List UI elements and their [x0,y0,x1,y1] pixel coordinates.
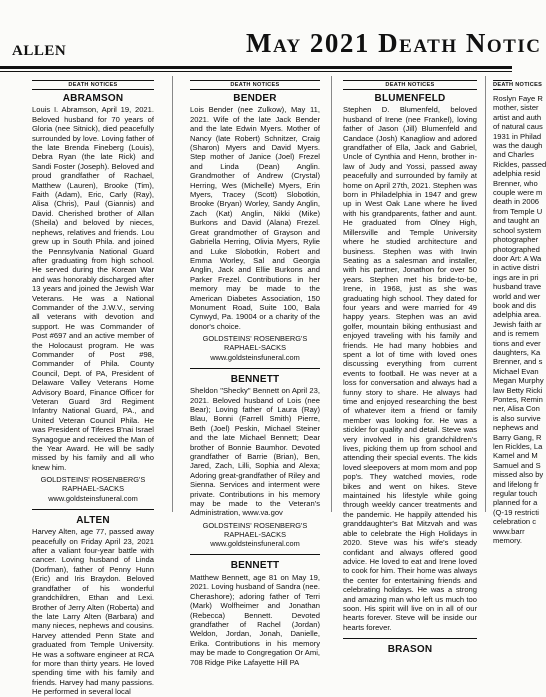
obituary-name: BRASON [387,644,433,656]
obituary-text-line: Megan Murphy [493,376,544,386]
obituary-text-line: missed also by [493,470,544,480]
obituary-text-line: school system [493,225,542,235]
divider [190,554,320,555]
column-rule [331,76,332,512]
obituary-name: ABRAMSON [62,93,124,104]
obituary-text-line: couple were m [493,188,543,198]
obituary-text-line: adelphia resid [493,169,541,179]
divider [190,368,320,369]
obituary-text-line: from Temple U [493,206,543,216]
obituary-text-line: www.barr [493,526,525,536]
obituary-text: Louis I. Abramson, April 19, 2021. Beloved husband for 70 years of Gloria (nee Sitnick), died peacefully surrounded by love. Loving father of the late Brenda Fineberg (Louis), Debra Ryan (the late Rick) and Sandi Foster (Joseph). Beloved and proud grandfather of Rachael, Matthew (Lauren), Brooke (Tim), Faith (Adam), Eric, Carly (Ray), Alisa (Chris), Paul (Giannis) and David. Cherished brother of Allan (Sheila) and beloved by nieces, nephews, relatives and friends. Lou grew up in South Phila. and joined the Pennsylvania National Guard after graduating from high school. He served during the Korean War and was honorably discharged after 13 years and joined the Jewish War Veterans. He was a National Commander of the J.W.V., serving all veterans with devotion and support. He was Commander of Post #697 and an active member of the Holocaust program. He was Commander of Post #98, Commander of Phila. County Council, Dept. of PA, President of Delaware Valley Veterans Home Advisory Board, Finance Officer for Veteran Guard 3rd Regiment Infantry National Guard, PA., and United Veteran Council Phila. He was President of Tiferes B'nai Israel Synagogue and received the Man of the Year Award. He will be sadly missed by his family and all who knew him. [32,105,155,472]
obituary-text-line: photographer [493,235,539,245]
column-rule [172,76,173,512]
divider [32,509,154,510]
top-rule [0,66,512,69]
obituary-text-line: photographed [493,244,540,254]
funeral-home-name: RAPHAEL-SACKS [223,530,287,540]
funeral-home-name: GOLDSTEINS' ROSENBERG'S [202,520,308,530]
obituary-text-line: ings are in pri [493,272,539,282]
obituary-text-line: Pontes, Remin [493,395,543,404]
column-4 [493,94,546,546]
obituary-text-line: len Rickles, La [493,442,543,452]
funeral-home [190,521,320,549]
funeral-home-url: www.goldsteinsfuneral.com [210,539,300,549]
funeral-home-name: RAPHAEL-SACKS [61,484,125,494]
obituary-text-line: Jewish faith ar [493,319,542,329]
obituary-text-line: nephews and [493,423,539,433]
column-1 [32,93,155,697]
funeral-home-name: RAPHAEL-SACKS [223,343,287,353]
obituary-text-line: death in 2006 [493,197,540,207]
obituary-name: BENNETT [230,373,280,385]
section-header: DEATH NOTICES [493,82,543,88]
column-3 [343,93,477,656]
funeral-home-name: GOLDSTEINS' ROSENBERG'S [40,475,146,485]
page-title: May 2021 Death Notic [246,28,542,58]
obituary-text-line: is also survive [493,413,541,423]
funeral-home [190,334,320,362]
obituary-text-line: artist and auth [493,112,542,122]
obituary-text-line: Brenner, and s [493,357,543,367]
obituary-text-line: tions and ever [493,338,541,348]
obituary-text-line: Kamel and M [493,451,538,461]
obituary-text-line: regular touch [493,489,538,499]
funeral-home [32,475,154,503]
obituary-text-line: 1931 in Philad [493,131,542,141]
column-rule [485,76,486,512]
obituary-text-line: planned for a [493,498,538,508]
obituary-name: BENNETT [230,560,280,572]
top-rule-thin [0,71,512,72]
masthead-section: ALLEN [12,43,67,59]
divider [343,638,477,639]
obituary-text-line: in active distri [493,263,540,273]
obituary-text-line: celebration c [493,517,537,527]
obituary-text-line: Roslyn Faye R [493,94,543,103]
obituary-text-line: ner, Alisa Con [493,404,540,414]
obituary-text-line: and lifelong fr [493,479,539,489]
obituary-text: Lois Bender (nee Zulkow), May 11, 2021. Wife of the late Jack Bender and the late Edwin Myers. Mother of Nancy (late Robert) Schnitzer, Craig (Sharon) Myers and David Myers. Step mother of Janice (Joel) Frezel and Linda (Dean) Anglin. Grandmother of Andrew (Crystal) Herring, Wes (Michelle) Myers, Erin Myers, Tracey (Scott) Slobotkin, Brooke (Bryan) Worley, Sandy Anglin, Zach (Kat) Anglin, Nikki (Mike) Burkons and David (Alana) Frezel. Great grandmother of Grayson and Gabriella Herring, Olivia Myers, Rylie and Luke Slobotkin, Robert and Emma Worley, Sal and Georgia Anglin, Jack and Ellie Burkons and Parker Frezel. Contributions in her memory may be made to the American Diabetes Association, 150 Monument Road, Suite 100, Bala Cynwyd, Pa. 19004 or a charity of the donor's choice. [190,105,320,331]
obituary-text-line: was the daugh [493,141,543,151]
obituary-text-line: of natural caus [493,122,543,132]
obituary-name: BLUMENFELD [374,93,446,104]
obituary-text-line: book and dis [493,300,537,310]
obituary-text-line: Brenner, who [493,178,538,188]
obituary-text: Matthew Bennett, age 81 on May 19, 2021. Loving husband of Sandra (nee. Cherashore); adoring father of Terri (Mark) Wolfheimer and Jonathan (Rebecca) Bennett. Devoted grandfather of Rachel (Jordan) Weldon, Jordan, Jonah, Danielle, Erika. Contributions in his memory may be made to Congregation Or Ami, 708 Ridge Pike Lafayette Hill PA [190,572,320,667]
obituary-text-line: world and wer [493,291,541,301]
obituary-text: Sheldon "Shecky" Bennett on April 23, 2021. Beloved husband of Lois (nee Bear); Loving father of Laura (Ray) Blau, Bonni (Farrell Smith) Pierre, Beth (Joel) Peskin, Michael Steiner and the late Michael Bennett; Dear brother of Bonnie Baumhor. Devoted grandfather of Barrie (Brian), Ben, Jared, Zach, Lilli, Sophia and Alexa; Adoring great-grandfather of Riley and Sienna. Services and interment were private. Contributions in his memory may be made to the Veteran's Administration, www.va.gov [190,386,320,518]
obituary-text-line: adelphia area. [493,310,542,320]
funeral-home-name: GOLDSTEINS' ROSENBERG'S [202,334,308,344]
funeral-home-url: www.goldsteinsfuneral.com [210,352,300,362]
column-2 [190,93,320,667]
section-header: DEATH NOTICES [190,80,320,90]
section-header: DEATH NOTICES [343,80,477,90]
obituary-text-line: and Charles [493,150,534,160]
section-header: DEATH NOTICES [32,80,154,90]
obituary-name: ALTEN [76,514,110,526]
obituary-text-line: Samuel and S [493,460,541,470]
obituary-text-line: and taught an [493,216,540,226]
obituary-text-line: law Betty Ricki [493,385,543,395]
obituary-text-line: Michael Evan [493,366,539,376]
obituary-text-line: and is remem [493,329,540,339]
obituary-text-line: memory. [493,536,522,546]
funeral-home-url: www.goldsteinsfuneral.com [48,493,138,503]
obituary-text-line: Barry Gang, R [493,432,542,442]
obituary-text-line: daughters, Ka [493,347,541,357]
obituary-text-line: Rickles, passed [493,159,546,169]
obituary-text-line: (Q-19 restricti [493,507,539,517]
obituary-name: BENDER [233,93,277,104]
obituary-text-line: door Art: A Wa [493,253,542,263]
obituary-text-line: husband trave [493,282,542,292]
obituary-text: Stephen D. Blumenfeld, beloved husband of Irene (nee Frankel), loving father of Jason (Jill) Blumenfeld and Candace (Josh) Kanagliow and adored grandfather of Ella, Jack and Gabriel, Uncle of Cynthia and Henn, brother in-law of Judy and Yossi, passed away peacefully and surrounded by family at home on April 27th, 2021. Stephen was born in Philadelphia in 1947 and grew up in West Oak Lane where he lived with his grandparents, father and aunt. He graduated from Olney High, Millersville and Temple University where he studied architecture and business. Stephen was with Irwin Seating as a salesman and installer, with his partner, Jonathon for over 50 years. Stephen met his bride-to-be, Irene, in 1968, just as she was graduating high school. They dated for four years and were married for 49 happy years. Stephen was an avid golfer, mountain biking enthusiast and enjoyed traveling with his family and friends. He had many hobbies and spent a lot of time with loved ones discussing everything from current events to football. He was never at a loss for conversation and always had a funny story to share. He always had time and enjoyed researching the best of whatever item a friend or family member was looking for. He was a stickler for quality and detail. Steve was very involved in his grandchildren's lives, picking them up from school and attending their special events. The kids loved sleepovers at mom mom and pop pop's. They watched movies, rode bikes and went on hikes. Steve maintained his lifestyle while going through weekly cancer treatments and the pandemic. He happily attended his granddaughter's Bat Mitzvah and was able to celebrate the High Holidays in 2020. Steve was his wife's steady confidant and always offered good advice. He loved to eat and Irene loved to cook for him. Their home was always the center for entertaining friends and celebrating holidays. He was a strong and amazing man who left us much too soon. His spirit will live on in all of our hearts forever. Steve will be inside our hearts forever. [343,105,477,632]
obituary-text-line: mother, sister [493,103,539,113]
obituary-text: Harvey Alten, age 77, passed away peacefully on Friday April 23, 2021 after a valiant four-year battle with cancer. Loving husband of Linda (Dorfman), father of Penny Hunn (Eric) and Iris Braydon. Beloved grandfather of his wonderful grandchildren, Ethan and Lexi. Brother of Jerry Alten (Roberta) and the late Larry Alten (Barbara) and many nieces, nephews and cousins. Harvey attended Penn State and graduated from Temple University. He was a software engineer at RCA for more than thirty years. He loved spending time with his family and friends. Harvey had many passions. He performed in several local [32,527,154,697]
